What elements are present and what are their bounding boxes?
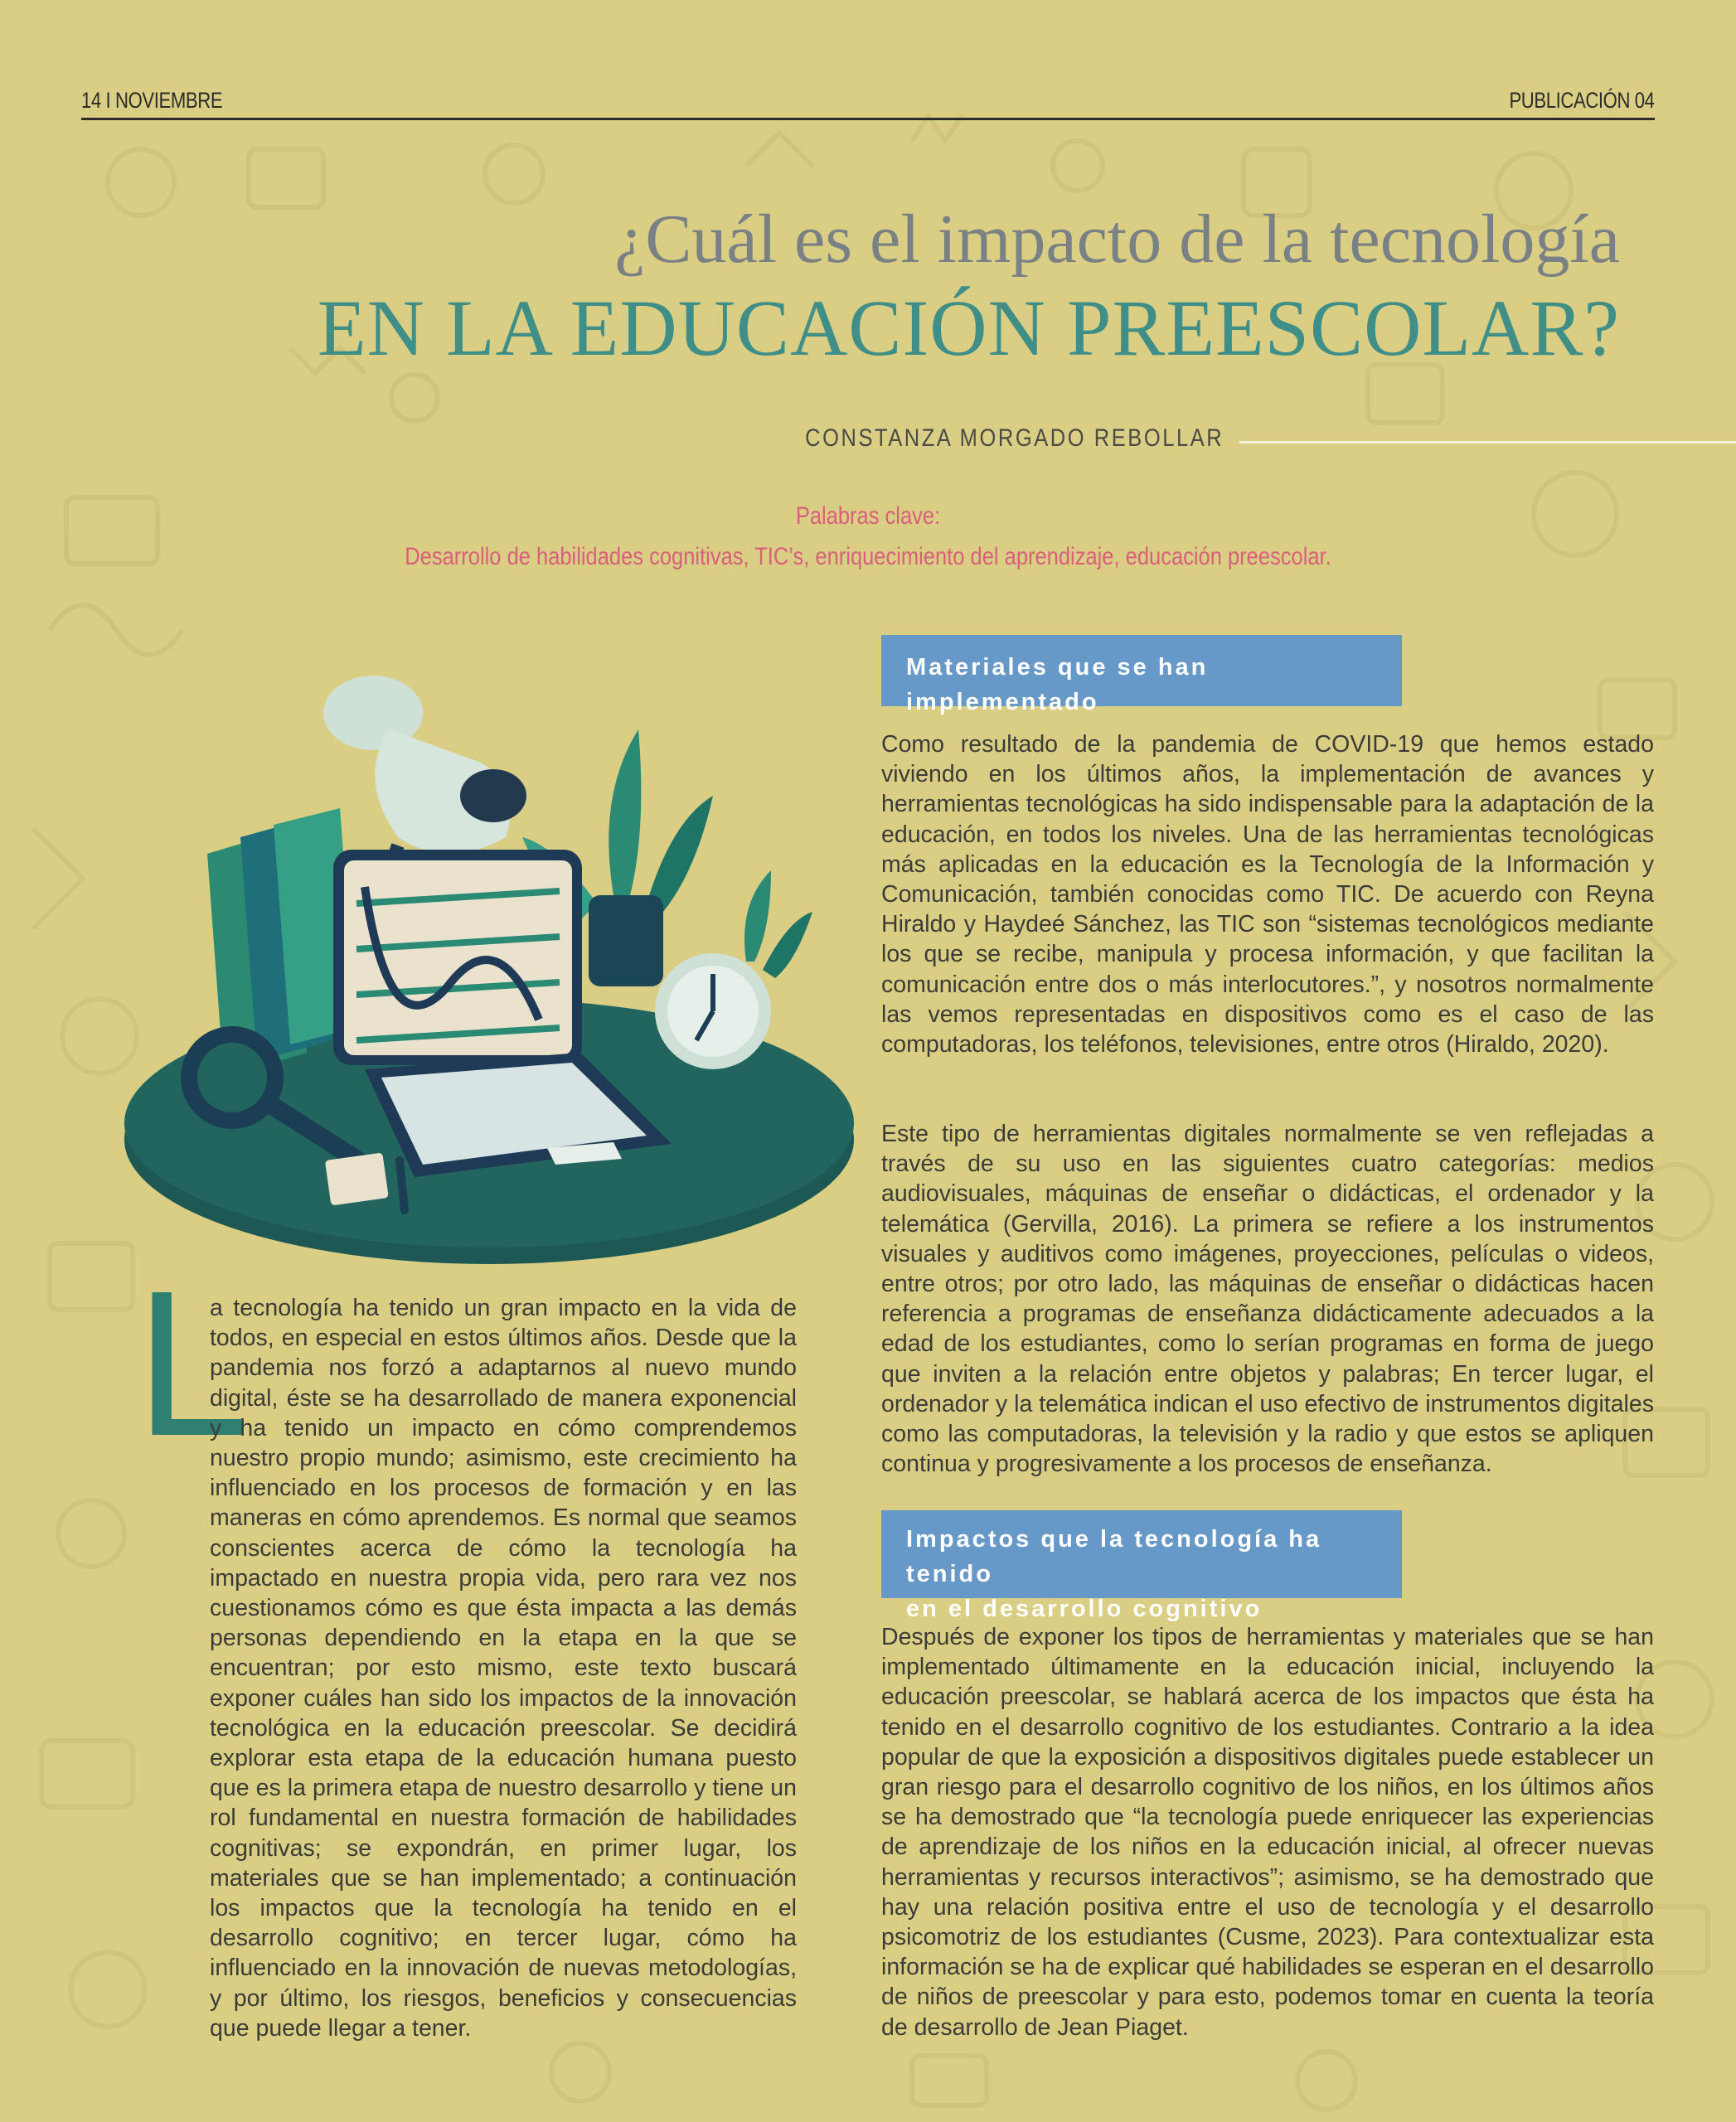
page-number-header: 14 I NOVIEMBRE xyxy=(81,88,223,113)
materials-paragraph-2: Este tipo de herramientas digitales normalmente se ven reflejadas a través de su uso en las siguientes cuatro categorías: medios audiovisuales, máquinas de enseñar o didácticas, el ordenador y la telemática (Gervilla, 2016). La primera se refiere a los instrumentos visuales y auditivos como imágenes, proyecciones, películas o videos, entre otros; por otro lado, las máquinas de enseñar o didácticas hacen referencia a programas de enseñanza didácticamente adecuados a la edad de los estudiantes, como lo serían programas en forma de juego que inviten a la relación entre objetos y palabras; En tercer lugar, el ordenador y la telemática indican el uso efectivo de instrumentos digitales como las computadoras, la televisión y la radio y que estos se apliquen continua y progresivamente a los procesos de enseñanza. xyxy=(881,1121,1654,1478)
section-heading-impacts-line2: en el desarrollo cognitivo xyxy=(906,1596,1263,1622)
drop-cap: L xyxy=(135,1248,251,1479)
article-title-line2: EN LA EDUCACIÓN PREESCOLAR? xyxy=(317,283,1620,372)
desk-illustration xyxy=(116,663,862,1268)
keywords-label: Palabras clave: xyxy=(795,502,941,530)
header-rule xyxy=(81,118,1655,120)
author-name: CONSTANZA MORGADO REBOLLAR xyxy=(804,424,1224,452)
author-rule xyxy=(1239,441,1736,443)
keywords-text: Desarrollo de habilidades cognitivas, TIC’s, enriquecimiento del aprendizaje, educación preescolar. xyxy=(405,543,1331,570)
materials-paragraph-1: Como resultado de la pandemia de COVID-19 que hemos estado viviendo en los últimos años, la implementación de avances y herramientas tecnológicas ha sido indispensable para la adaptación de la educación, en todos los niveles. Una de las herramientas tecnológicas más aplicadas en la educación es la Tecnología de la Información y Comunicación, también conocidas como TIC. De acuerdo con Reyna Hiraldo y Haydeé Sánchez, las TIC son “sistemas tecnológicos mediante los que se recibe, manipula y procesa información, y que facilitan la comunicación entre dos o más interlocutores.”, y nosotros normalmente las vemos representadas en dispositivos como es el caso de las computadoras, los teléfonos, televisiones, entre otros (Hiraldo, 2020). xyxy=(881,731,1654,1059)
section-heading-impacts xyxy=(881,1510,1402,1622)
publication-header: PUBLICACIÓN 04 xyxy=(1509,88,1655,113)
impacts-paragraph-1: Después de exponer los tipos de herramientas y materiales que se han implementado últimamente en la educación inicial, incluyendo la educación preescolar, se hablará acerca de los impactos que ésta ha tenido en el desarrollo cognitivo de los estudiantes. Contrario a la idea popular de que la exposición a dispositivos digitales puede establecer un gran riesgo para el desarrollo cognitivo de los niños, en los últimos años se ha demostrado que “la tecnología puede enriquecer las experiencias de aprendizaje de los niños en la educación inicial, al ofrecer nuevas herramientas y recursos interactivos”; asimismo, se ha demostrado que hay una relación positiva entre el uso de tecnología y el desarrollo psicomotriz de los estudiantes (Cusme, 2023). Para contextualizar esta información se ha de explicar qué habilidades se esperan en el desarrollo de niños de preescolar y para esto, podemos tomar en cuenta la teoría de desarrollo de Jean Piaget. xyxy=(881,1624,1654,2041)
section-heading-materials: Materiales que se han implementado xyxy=(881,635,1402,706)
section-heading-impacts-line1: Impactos que la tecnología ha tenido xyxy=(906,1526,1322,1587)
article-title-line1: ¿Cuál es el impacto de la tecnología xyxy=(614,201,1620,278)
intro-paragraph: a tecnología ha tenido un gran impacto en la vida de todos, en especial en estos últimos años. Desde que la pandemia nos forzó a adaptarnos al nuevo mundo digital, éste se ha desarrollado de manera exponencial y ha tenido un impacto en cómo comprendemos nuestro propio mundo; asimismo, este crecimiento ha influenciado en los procesos de formación y en las maneras en cómo aprendemos. Es normal que seamos conscientes acerca de cómo la tecnología ha impactado en nuestra propia vida, pero rara vez nos cuestionamos cómo es que ésta impacta a las demás personas dependiendo en la etapa en la que se encuentran; por esto mismo, este texto buscará exponer cuáles han sido los impactos de la innovación tecnológica en la educación preescolar. Se decidirá explorar esta etapa de la educación humana puesto que es la primera etapa de nuestro desarrollo y tiene un rol fundamental en nuestra formación de habilidades cognitivas; se expondrán, en primer lugar, los materiales que se han implementado; a continuación los impactos que la tecnología ha tenido en el desarrollo cognitivo; en tercer lugar, cómo ha influenciado en la innovación de nuevas metodologías, y por último, los riesgos, beneficios y consecuencias que puede llegar a tener. xyxy=(210,1295,797,2042)
